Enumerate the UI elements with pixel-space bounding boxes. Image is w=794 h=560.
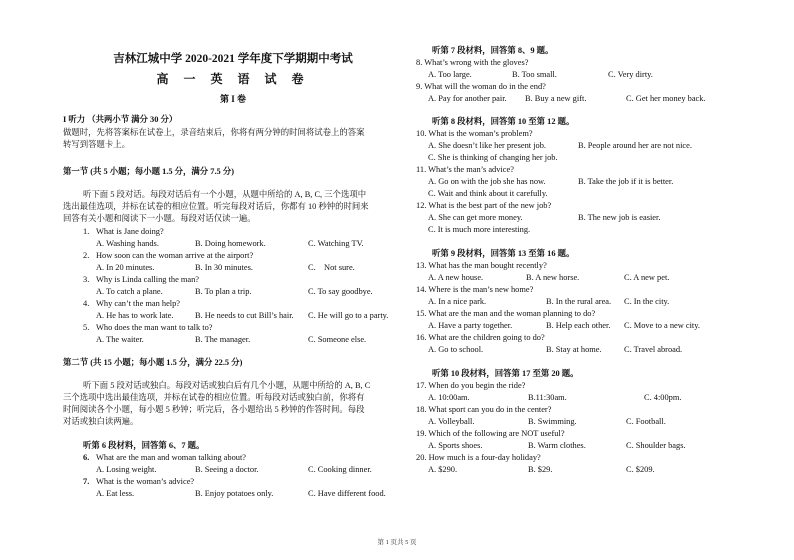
question-6-option-a: A. Losing weight. <box>96 465 157 474</box>
question-5-option-c: C. Someone else. <box>308 335 367 344</box>
question-1-number: 1. <box>83 227 90 236</box>
exam-subtitle: 高 一 英 语 试 卷 <box>156 72 310 86</box>
listening-intro-line1: 做题时，先将答案标在试卷上，录音结束后，你将有两分钟的时间将试卷上的答案 <box>63 128 365 137</box>
question-4-option-a: A. He has to work late. <box>96 311 174 320</box>
question-13-option-a: A. A new house. <box>428 273 484 282</box>
section2-instructions-line2: 三个选项中选出最佳选项，并标在试卷的相应位置。听每段对话或独白前，你将有 <box>63 393 365 402</box>
question-16-option-c: C. Travel abroad. <box>624 345 683 354</box>
material-6-heading: 听第 6 段材料，回答第 6、7 题。 <box>83 441 205 450</box>
question-3-option-a: A. To catch a plane. <box>96 287 163 296</box>
question-1-option-a: A. Washing hands. <box>96 239 159 248</box>
section2-instructions-line4: 对话或独白读两遍。 <box>63 417 139 426</box>
question-4-option-b: B. He needs to cut Bill’s hair. <box>195 311 294 320</box>
page-footer: 第 1 页共 5 页 <box>377 539 417 546</box>
question-20-option-c: C. $209. <box>626 465 655 474</box>
listening-intro-line2: 转写到答题卡上。 <box>63 140 130 149</box>
question-15-option-a: A. Have a party together. <box>428 321 513 330</box>
question-11-option-c: C. Wait and think about it carefully. <box>428 189 548 198</box>
question-19-option-c: C. Shoulder bags. <box>626 441 686 450</box>
section1-instructions-line2: 选出最佳选项，并标在试卷的相应位置。听完每段对话后，你都有 10 秒钟的时间来 <box>63 202 369 211</box>
question-4-option-c: C. He will go to a party. <box>308 311 389 320</box>
question-19-option-a: A. Sports shoes. <box>428 441 483 450</box>
question-14-option-a: A. In a nice park. <box>428 297 487 306</box>
question-11-option-a: A. Go on with the job she has now. <box>428 177 546 186</box>
question-2-option-a: A. In 20 minutes. <box>96 263 155 272</box>
question-20-option-b: B. $29. <box>528 465 553 474</box>
listening-heading: I 听力 （共两小节 满分 30 分） <box>63 115 178 124</box>
question-12-option-b: B. The new job is easier. <box>578 213 661 222</box>
section2-instructions-line1: 听下面 5 段对话或独白。每段对话或独白后有几个小题，从题中所给的 A, B, C <box>83 381 371 390</box>
question-10-option-b: B. People around her are not nice. <box>578 141 692 150</box>
question-6-option-b: B. Seeing a doctor. <box>195 465 259 474</box>
question-18-text: 18. What sport can you do in the center? <box>416 405 552 414</box>
section2-heading: 第二节 (共 15 小题；每小题 1.5 分，满分 22.5 分) <box>63 358 243 367</box>
material-8-heading: 听第 8 段材料，回答第 10 至第 12 题。 <box>432 117 575 126</box>
section2-instructions-line3: 时间阅读各个小题，每小题 5 秒钟；听完后，各小题给出 5 秒钟的作答时间。每段 <box>63 405 365 414</box>
question-2-number: 2. <box>83 251 90 260</box>
volume-label: 第 I 卷 <box>219 94 246 104</box>
question-13-option-b: B. A new horse. <box>526 273 580 282</box>
question-1-text: What is Jane doing? <box>96 227 164 236</box>
question-4-text: Why can’t the man help? <box>96 299 181 308</box>
question-9-option-c: C. Get her money back. <box>626 94 706 103</box>
question-7-option-b: B. Enjoy potatoes only. <box>195 489 274 498</box>
question-19-text: 19. Which of the following are NOT useful? <box>416 429 565 438</box>
question-13-option-c: C. A new pet. <box>624 273 670 282</box>
question-3-option-b: B. To plan a trip. <box>195 287 252 296</box>
question-3-text: Why is Linda calling the man? <box>96 275 200 284</box>
question-5-text: Who does the man want to talk to? <box>96 323 213 332</box>
question-10-text: 10. What is the woman’s problem? <box>416 129 533 138</box>
question-14-option-c: C. In the city. <box>624 297 670 306</box>
question-17-text: 17. When do you begin the ride? <box>416 381 526 390</box>
section1-instructions-line1: 听下面 5 段对话。每段对话后有一个小题，从题中所给的 A, B, C, 三个选项中 <box>83 190 367 199</box>
question-4-number: 4. <box>83 299 90 308</box>
question-18-option-a: A. Volleyball. <box>428 417 475 426</box>
question-15-option-c: C. Move to a new city. <box>624 321 700 330</box>
question-20-option-a: A. $290. <box>428 465 458 474</box>
question-5-number: 5. <box>83 323 90 332</box>
question-12-option-c: C. It is much more interesting. <box>428 225 531 234</box>
question-9-option-b: B. Buy a new gift. <box>525 94 587 103</box>
question-6-option-c: C. Cooking dinner. <box>308 465 372 474</box>
question-15-option-b: B. Help each other. <box>546 321 611 330</box>
question-16-text: 16. What are the children going to do? <box>416 333 545 342</box>
question-18-option-b: B. Swimming. <box>528 417 577 426</box>
material-7-heading: 听第 7 段材料，回答第 8、9 题。 <box>432 46 554 55</box>
question-8-text: 8. What’s wrong with the gloves? <box>416 58 529 67</box>
question-20-text: 20. How much is a four-day holiday? <box>416 453 541 462</box>
question-8-option-a: A. Too large. <box>428 70 472 79</box>
question-14-option-b: B. In the rural area. <box>546 297 612 306</box>
question-6-number: 6. <box>83 453 90 462</box>
question-5-option-b: B. The manager. <box>195 335 251 344</box>
question-8-option-b: B. Too small. <box>512 70 557 79</box>
section1-heading: 第一节 (共 5 小题；每小题 1.5 分，满分 7.5 分) <box>63 167 234 176</box>
material-9-heading: 听第 9 段材料，回答第 13 至第 16 题。 <box>432 249 575 258</box>
question-11-option-b: B. Take the job if it is better. <box>578 177 674 186</box>
question-7-option-c: C. Have different food. <box>308 489 386 498</box>
question-2-option-b: B. In 30 minutes. <box>195 263 253 272</box>
question-5-option-a: A. The waiter. <box>96 335 144 344</box>
question-2-text: How soon can the woman arrive at the airport? <box>96 251 254 260</box>
exam-title: 吉林江城中学 2020-2021 学年度下学期期中考试 <box>113 53 353 65</box>
question-10-option-c: C. She is thinking of changing her job. <box>428 153 558 162</box>
question-7-number: 7. <box>83 477 90 486</box>
question-3-number: 3. <box>83 275 90 284</box>
material-10-heading: 听第 10 段材料，回答第 17 至第 20 题。 <box>432 369 579 378</box>
question-17-option-b: B.11:30am. <box>528 393 567 402</box>
question-3-option-c: C. To say goodbye. <box>308 287 373 296</box>
question-12-option-a: A. She can get more money. <box>428 213 523 222</box>
question-15-text: 15. What are the man and the woman planning to do? <box>416 309 596 318</box>
question-17-option-c: C. 4:00pm. <box>644 393 682 402</box>
question-6-text: What are the man and woman talking about? <box>96 453 246 462</box>
question-16-option-a: A. Go to school. <box>428 345 484 354</box>
question-10-option-a: A. She doesn’t like her present job. <box>428 141 547 150</box>
question-18-option-c: C. Football. <box>626 417 666 426</box>
question-1-option-c: C. Watching TV. <box>308 239 364 248</box>
question-13-text: 13. What has the man bought recently? <box>416 261 547 270</box>
section1-instructions-line3: 回答有关小题和阅读下一小题。每段对话仅读一遍。 <box>63 214 256 223</box>
question-2-option-c: C. Not sure. <box>308 263 355 272</box>
question-19-option-b: B. Warm clothes. <box>528 441 586 450</box>
question-1-option-b: B. Doing homework. <box>195 239 266 248</box>
question-12-text: 12. What is the best part of the new job? <box>416 201 552 210</box>
question-17-option-a: A. 10:00am. <box>428 393 470 402</box>
question-11-text: 11. What’s the man’s advice? <box>416 165 514 174</box>
question-8-option-c: C. Very dirty. <box>608 70 653 79</box>
question-9-option-a: A. Pay for another pair. <box>428 94 507 103</box>
question-9-text: 9. What will the woman do in the end? <box>416 82 546 91</box>
question-14-text: 14. Where is the man’s new home? <box>416 285 534 294</box>
question-16-option-b: B. Stay at home. <box>546 345 602 354</box>
question-7-text: What is the woman’s advice? <box>96 477 195 486</box>
question-7-option-a: A. Eat less. <box>96 489 135 498</box>
